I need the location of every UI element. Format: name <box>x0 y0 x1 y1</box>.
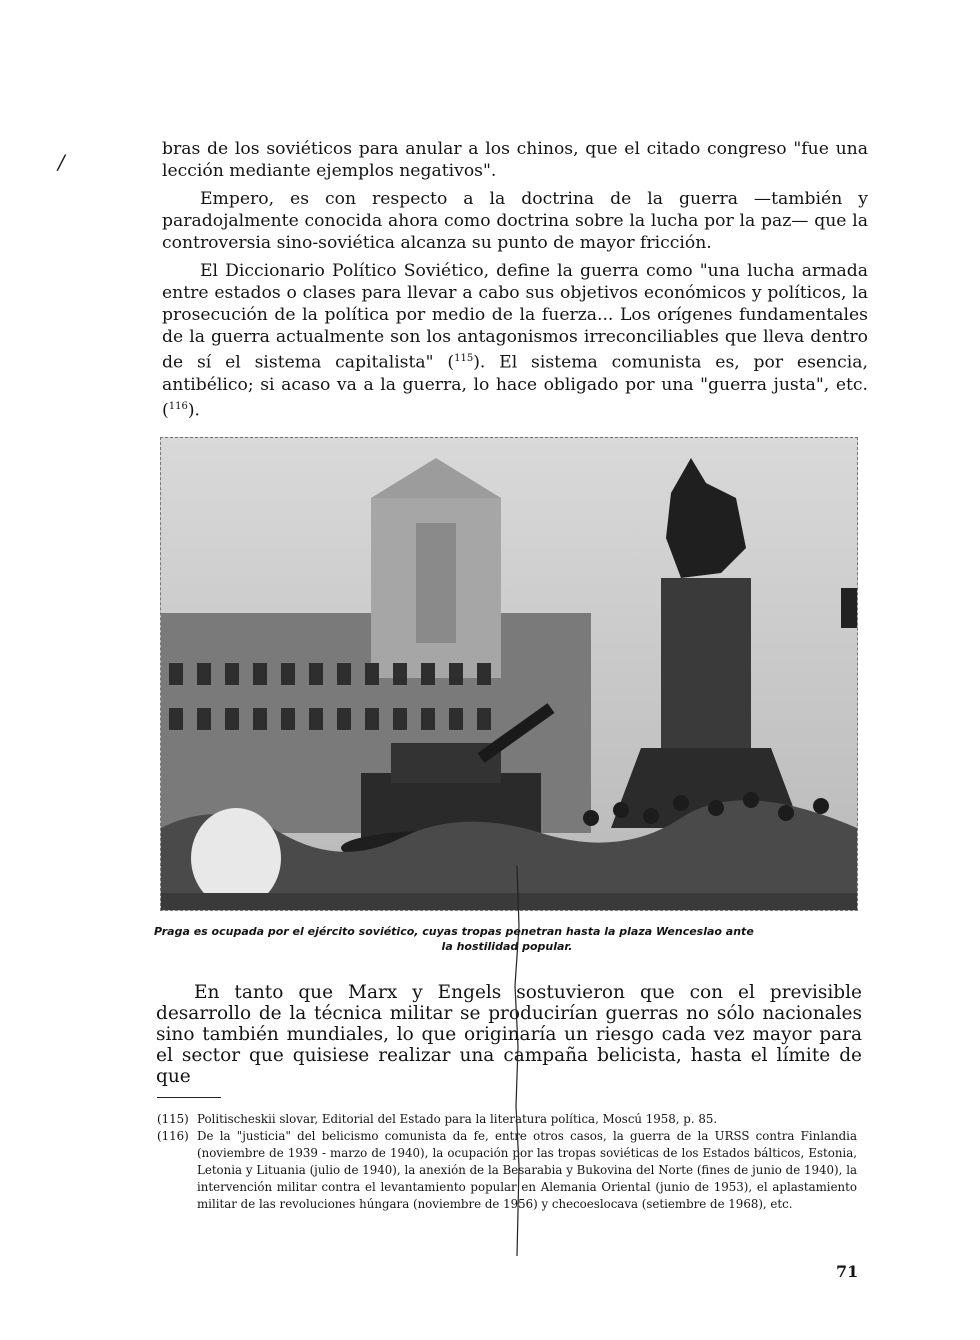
paragraph-3 <box>162 260 868 421</box>
photo-caption <box>154 924 860 954</box>
paragraph-1: bras de los soviéticos para anular a los chinos, que el citado congreso "fue una lección mediante ejemplos negativos". <box>162 139 868 181</box>
footnote-number: (116) <box>157 1129 189 1143</box>
page-crease-line <box>509 866 529 1266</box>
caption-line-2: la hostilidad popular. <box>441 940 573 953</box>
paragraph-3-part-b: ). El sistema comunista es, por esencia, antibélico; si acaso va a la guerra, lo hace obligado por una "guerra justa", etc. ( <box>162 352 868 421</box>
caption-line-1: Praga es ocupada por el ejército soviético, cuyas tropas penetran hasta la plaza Wenceslao ante <box>154 925 754 938</box>
footnote-divider <box>157 1097 221 1098</box>
paragraph-2: Empero, es con respecto a la doctrina de la guerra —también y paradojalmente conocida ahora como doctrina sobre la lucha por la paz— que la controversia sino-soviética alcanza su punto de mayor fricción. <box>162 189 868 253</box>
footnote-ref-116: 116 <box>168 400 188 412</box>
paragraph-3-part-c: ). <box>187 400 200 421</box>
paragraph-3-part-a: El Diccionario Político Soviético, define la guerra como "una lucha armada entre estados o clases para llevar a cabo sus objetivos económicos y políticos, la prosecución de la política por medio de la fuerza... Los orígenes fundamentales de la guerra actualmente son los antagonismos irreconciliables que lleva dentro de sí el sistema capitalista" ( <box>162 261 868 373</box>
margin-mark: / <box>58 150 65 174</box>
footnote-text: De la "justicia" del belicismo comunista da fe, entre otros casos, la guerra de la URSS contra Finlandia (noviembre de 1939 - marzo de 1940), la ocupación por las tropas soviéticas de los Estados bálticos, Estonia, Letonia y Lituania (julio de 1940), la anexión de la Besarabia y Bukovina del Norte (fines de junio de 1940), la intervención militar contra el levantamiento popular en Alemania Oriental (junio de 1953), el aplastamiento militar de las revoluciones húngara (noviembre de 1956) y checoeslocava (setiembre de 1968), etc. <box>197 1129 857 1211</box>
footnote-115 <box>157 1111 857 1128</box>
footnote-116 <box>157 1128 857 1213</box>
paragraph-4: En tanto que Marx y Engels sostuvieron que con el previsible desarrollo de la técnica militar se producirían guerras no sólo nacionales sino también mundiales, lo que originaría un riesgo cada vez mayor para el sector que quisiese realizar una campaña belicista, hasta el límite de que <box>156 982 862 1087</box>
photo-prague-tank <box>160 437 858 911</box>
footnote-number: (115) <box>157 1112 189 1126</box>
footnote-ref-115: 115 <box>454 353 474 364</box>
footnote-text: Politischeskii slovar, Editorial del Estado para la literatura política, Moscú 1958, p. 85. <box>197 1112 718 1126</box>
page-number: 71 <box>836 1262 859 1281</box>
